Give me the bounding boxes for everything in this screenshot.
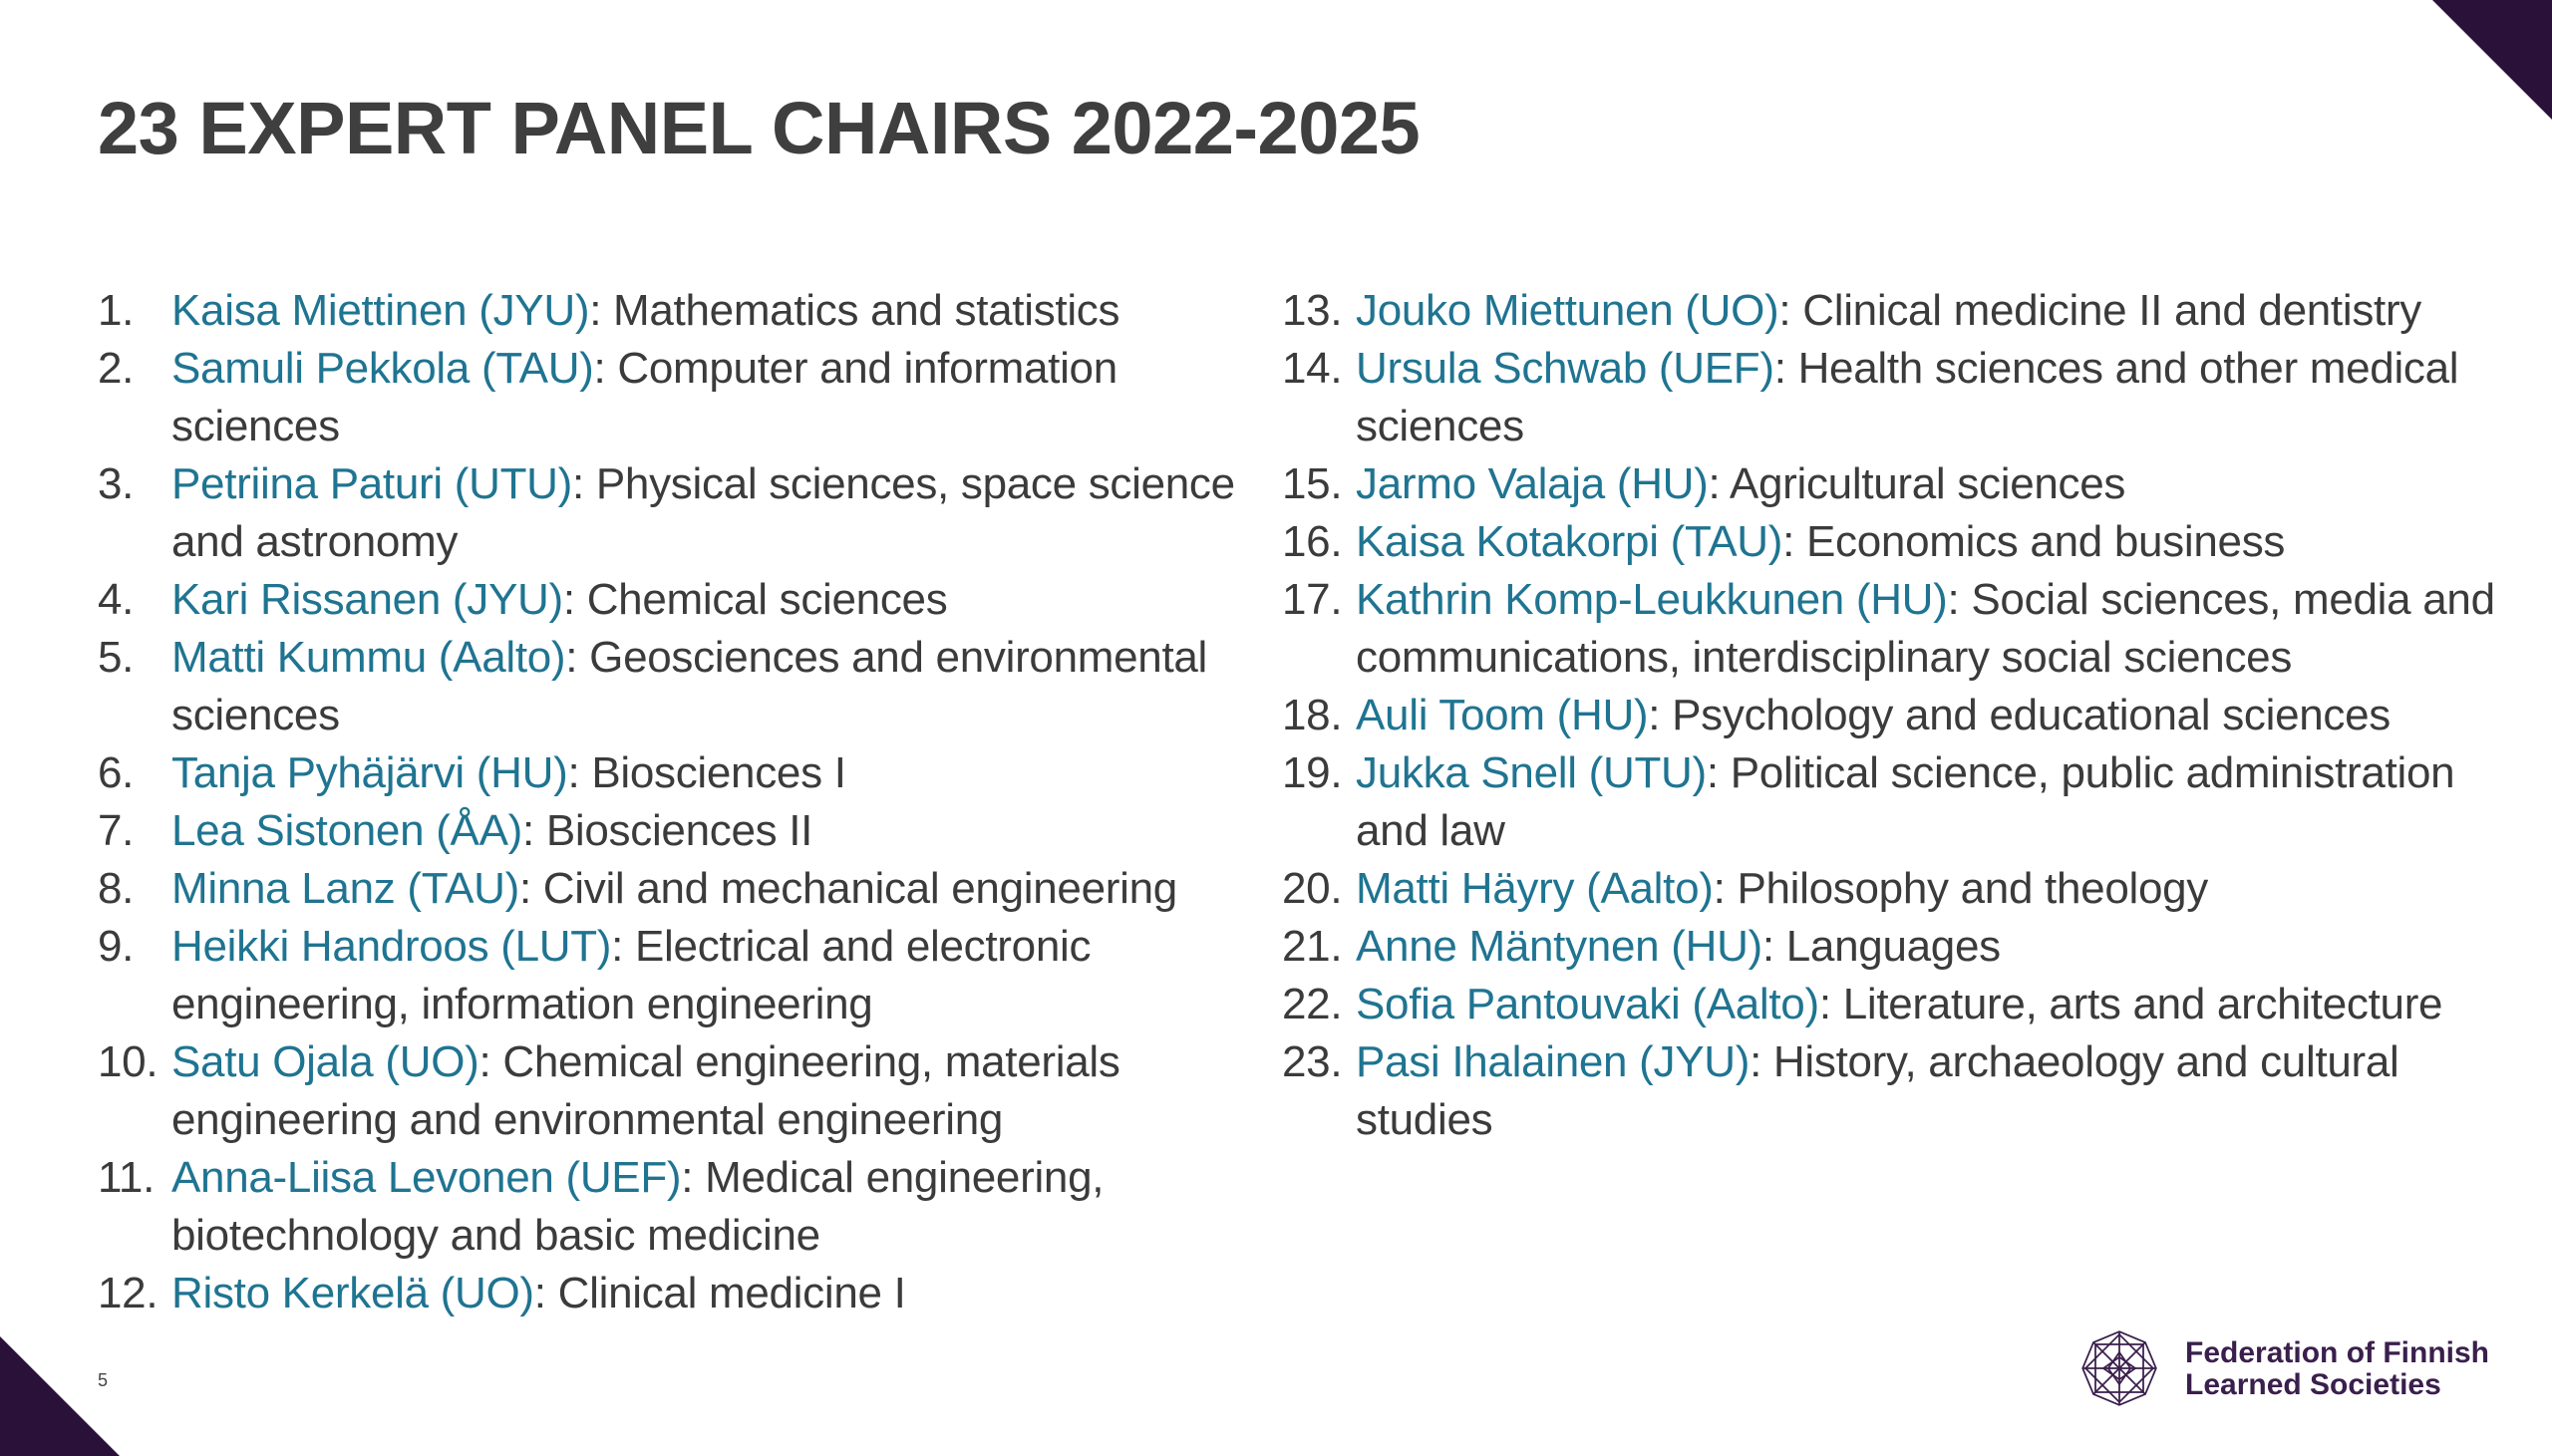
panel-field: : Biosciences I: [567, 748, 846, 797]
corner-decoration-bottom-left: [0, 1336, 120, 1456]
item-number: 12.: [98, 1269, 159, 1317]
chair-name-link[interactable]: Anne Mäntynen (HU): [1356, 922, 1762, 971]
panel-field: : Chemical sciences: [562, 575, 948, 624]
list-item: [1282, 1033, 2518, 1149]
list-item: [1282, 860, 2518, 918]
item-number: 17.: [1282, 575, 1343, 624]
list-item: [1282, 687, 2518, 744]
panel-field: : Economics and business: [1782, 517, 2286, 566]
item-number: 14.: [1282, 344, 1343, 393]
item-number: 10.: [98, 1037, 159, 1086]
panel-field: : Political science, public administration and law: [1356, 748, 2455, 855]
page-number: 5: [98, 1370, 109, 1390]
panel-field: : Languages: [1761, 922, 2001, 971]
panel-field: : History, archaeology and cultural studies: [1356, 1037, 2399, 1144]
list-item: [98, 1149, 1284, 1265]
panel-field: : Health sciences and other medical sciences: [1356, 344, 2459, 450]
chair-name-link[interactable]: Tanja Pyhäjärvi (HU): [171, 748, 568, 797]
item-number: 19.: [1282, 748, 1343, 797]
list-item: [1282, 744, 2518, 860]
panel-field: : Physical sciences, space science and astronomy: [171, 459, 1235, 566]
page-title: 23 EXPERT PANEL CHAIRS 2022-2025: [98, 87, 1421, 169]
chair-name-link[interactable]: Sofia Pantouvaki (Aalto): [1356, 980, 1819, 1028]
chair-name-link[interactable]: Lea Sistonen (ÅA): [171, 806, 522, 855]
list-item: [1282, 918, 2518, 976]
panel-field: : Social sciences, media and communications, interdisciplinary social sciences: [1356, 575, 2495, 682]
panel-field: : Literature, arts and architecture: [1818, 980, 2443, 1028]
panel-field: : Civil and mechanical engineering: [518, 864, 1177, 913]
item-number: 18.: [1282, 691, 1343, 739]
panel-field: : Mathematics and statistics: [589, 286, 1120, 335]
chair-name-link[interactable]: Pasi Ihalainen (JYU): [1356, 1037, 1751, 1086]
item-number: 9.: [98, 922, 135, 971]
list-item: [98, 918, 1284, 1033]
organization-name: [2185, 1337, 2489, 1401]
item-number: 15.: [1282, 459, 1343, 508]
panel-field: : Philosophy and theology: [1713, 864, 2209, 913]
chair-name-link[interactable]: Kaisa Miettinen (JYU): [171, 286, 590, 335]
list-item: [1282, 282, 2518, 340]
chairs-list-right: [1282, 282, 2518, 1149]
list-item: [1282, 340, 2518, 455]
item-number: 11.: [98, 1153, 156, 1202]
list-item: [98, 282, 1284, 340]
chairs-list-left: [98, 282, 1284, 1322]
item-number: 1.: [98, 286, 135, 335]
chair-name-link[interactable]: Samuli Pekkola (TAU): [171, 344, 594, 393]
panel-field: : Electrical and electronic engineering, information engineering: [171, 922, 1092, 1028]
list-item: [98, 455, 1284, 571]
chair-name-link[interactable]: Minna Lanz (TAU): [171, 864, 519, 913]
item-number: 4.: [98, 575, 135, 624]
item-number: 23.: [1282, 1037, 1343, 1086]
item-number: 5.: [98, 633, 135, 682]
list-item: [98, 571, 1284, 629]
organization-name-line2: Learned Societies: [2185, 1368, 2441, 1401]
list-item: [98, 744, 1284, 802]
list-item: [98, 802, 1284, 860]
chair-name-link[interactable]: Matti Kummu (Aalto): [171, 633, 566, 682]
chair-name-link[interactable]: Jouko Miettunen (UO): [1356, 286, 1779, 335]
chair-name-link[interactable]: Kaisa Kotakorpi (TAU): [1356, 517, 1783, 566]
list-item: [1282, 513, 2518, 571]
chair-name-link[interactable]: Kathrin Komp-Leukkunen (HU): [1356, 575, 1948, 624]
item-number: 3.: [98, 459, 135, 508]
item-number: 2.: [98, 344, 135, 393]
chair-name-link[interactable]: Ursula Schwab (UEF): [1356, 344, 1774, 393]
chair-name-link[interactable]: Heikki Handroos (LUT): [171, 922, 612, 971]
item-number: 13.: [1282, 286, 1343, 335]
chair-name-link[interactable]: Petriina Paturi (UTU): [171, 459, 573, 508]
chair-name-link[interactable]: Matti Häyry (Aalto): [1356, 864, 1714, 913]
item-number: 22.: [1282, 980, 1343, 1028]
list-item: [98, 860, 1284, 918]
item-number: 6.: [98, 748, 135, 797]
list-item: [1282, 455, 2518, 513]
list-item: [98, 1265, 1284, 1322]
panel-field: : Computer and information sciences: [171, 344, 1117, 450]
panel-field: : Medical engineering, biotechnology and basic medicine: [171, 1153, 1105, 1260]
organization-name-line1: Federation of Finnish: [2185, 1336, 2489, 1369]
item-number: 8.: [98, 864, 135, 913]
list-item: [98, 629, 1284, 744]
chair-name-link[interactable]: Risto Kerkelä (UO): [171, 1269, 534, 1317]
corner-decoration-top-right: [2432, 0, 2552, 120]
item-number: 21.: [1282, 922, 1343, 971]
panel-field: : Geosciences and environmental sciences: [171, 633, 1208, 739]
chair-name-link[interactable]: Jukka Snell (UTU): [1356, 748, 1707, 797]
chair-name-link[interactable]: Kari Rissanen (JYU): [171, 575, 563, 624]
item-number: 16.: [1282, 517, 1343, 566]
panel-field: : Clinical medicine II and dentistry: [1778, 286, 2422, 335]
panel-field: : Chemical engineering, materials engineering and environmental engineering: [171, 1037, 1120, 1144]
chair-name-link[interactable]: Jarmo Valaja (HU): [1356, 459, 1709, 508]
chair-name-link[interactable]: Auli Toom (HU): [1356, 691, 1649, 739]
geometric-star-logo-icon: [2079, 1328, 2159, 1408]
chair-name-link[interactable]: Anna-Liisa Levonen (UEF): [171, 1153, 682, 1202]
panel-field: : Biosciences II: [522, 806, 813, 855]
panel-field: : Clinical medicine I: [533, 1269, 906, 1317]
list-item: [98, 340, 1284, 455]
panel-field: : Psychology and educational sciences: [1648, 691, 2391, 739]
list-item: [1282, 976, 2518, 1033]
item-number: 7.: [98, 806, 135, 855]
list-item: [1282, 571, 2518, 687]
item-number: 20.: [1282, 864, 1343, 913]
chair-name-link[interactable]: Satu Ojala (UO): [171, 1037, 479, 1086]
panel-field: : Agricultural sciences: [1708, 459, 2126, 508]
list-item: [98, 1033, 1284, 1149]
